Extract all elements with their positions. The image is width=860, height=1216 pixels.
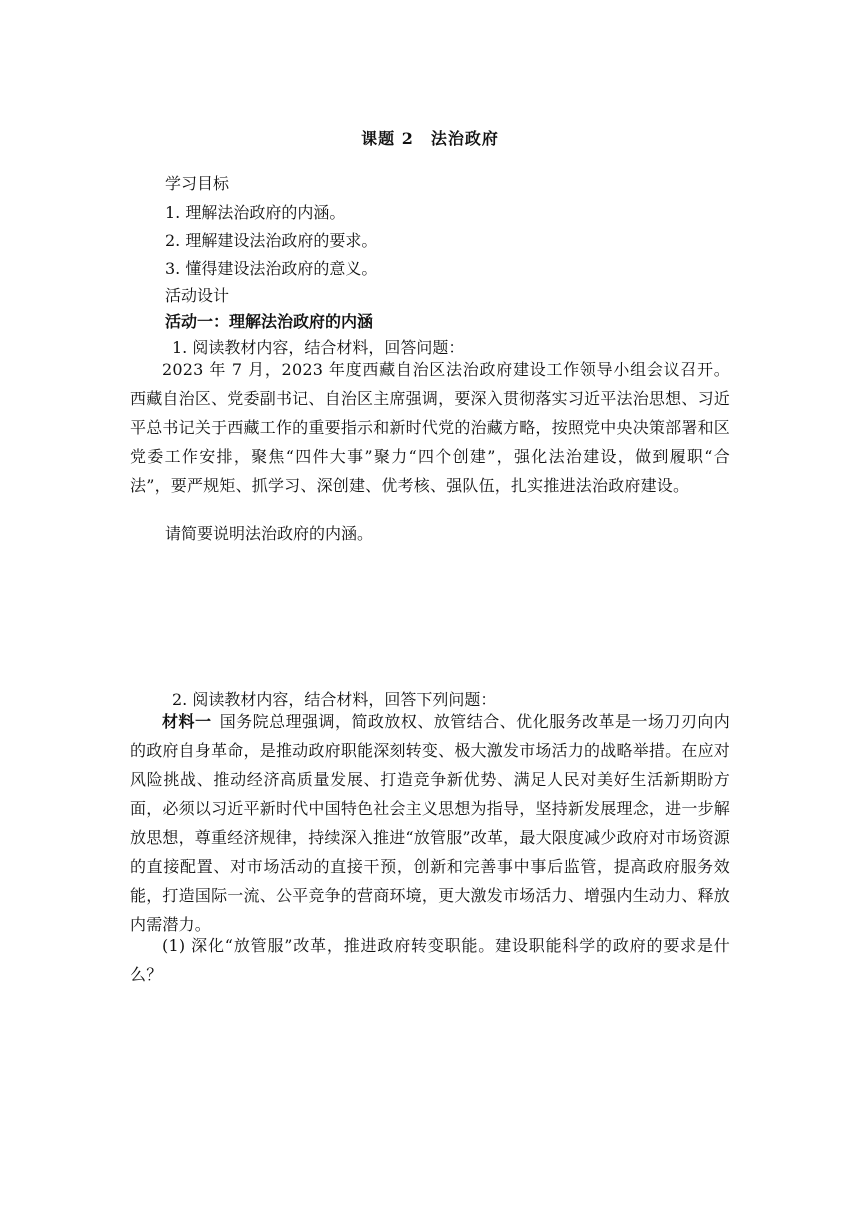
question-2-intro: 2. 阅读教材内容，结合材料，回答下列问题： <box>172 690 497 709</box>
question-1-prompt: 请简要说明法治政府的内涵。 <box>165 524 374 543</box>
goals-heading: 学习目标 <box>165 174 230 193</box>
page-title: 课题 2 法治政府 <box>361 129 499 148</box>
material-1-text: 国务院总理强调，简政放权、放管结合、优化服务改革是一场刀刃向内的政府自身革命，是推动政府职能深刻转变、极大激发市场活力的战略举措。在应对风险挑战、推动经济高质量发展、打造竞争新优势、满足人民对美好生活新期盼方面，必须以习近平新时代中国特色社会主义思想为指导，坚持新发展理念，进一步解放思想，尊重经济规律，持续深入推进“放管服”改革，最大限度减少政府对市场资源的直接配置、对市场活动的直接干预，创新和完善事中事后监管，提高政府服务效能，打造国际一流、公平竞争的营商环境，更大激发市场活力、增强内生动力、释放内需潜力。 <box>130 712 730 934</box>
goal-item: 3. 懂得建设法治政府的意义。 <box>165 259 378 278</box>
activity-heading: 活动一：理解法治政府的内涵 <box>165 312 374 331</box>
question-1-material: 2023 年 7 月，2023 年度西藏自治区法治政府建设工作领导小组会议召开。西藏自治区、党委副书记、自治区主席强调，要深入贯彻落实习近平法治思想、习近平总书记关于西藏工作的重要指示和新时代党的治藏方略，按照党中央决策部署和区党委工作安排，聚焦“四件大事”聚力“四个创建”，强化法治建设，做到履职“合法”，要严规矩、抓学习、深创建、优考核、强队伍，扎实推进法治政府建设。 <box>130 360 730 495</box>
material-1-paragraph <box>130 707 730 939</box>
question-1-intro: 1. 阅读教材内容，结合材料，回答问题： <box>172 338 465 357</box>
goal-item: 1. 理解法治政府的内涵。 <box>165 203 346 222</box>
goal-item: 2. 理解建设法治政府的要求。 <box>165 231 378 250</box>
material-1-label: 材料一 <box>162 712 212 731</box>
design-heading: 活动设计 <box>165 286 230 305</box>
sub-question-1: (1) 深化“放管服”改革，推进政府转变职能。建设职能科学的政府的要求是什么？ <box>130 936 730 984</box>
